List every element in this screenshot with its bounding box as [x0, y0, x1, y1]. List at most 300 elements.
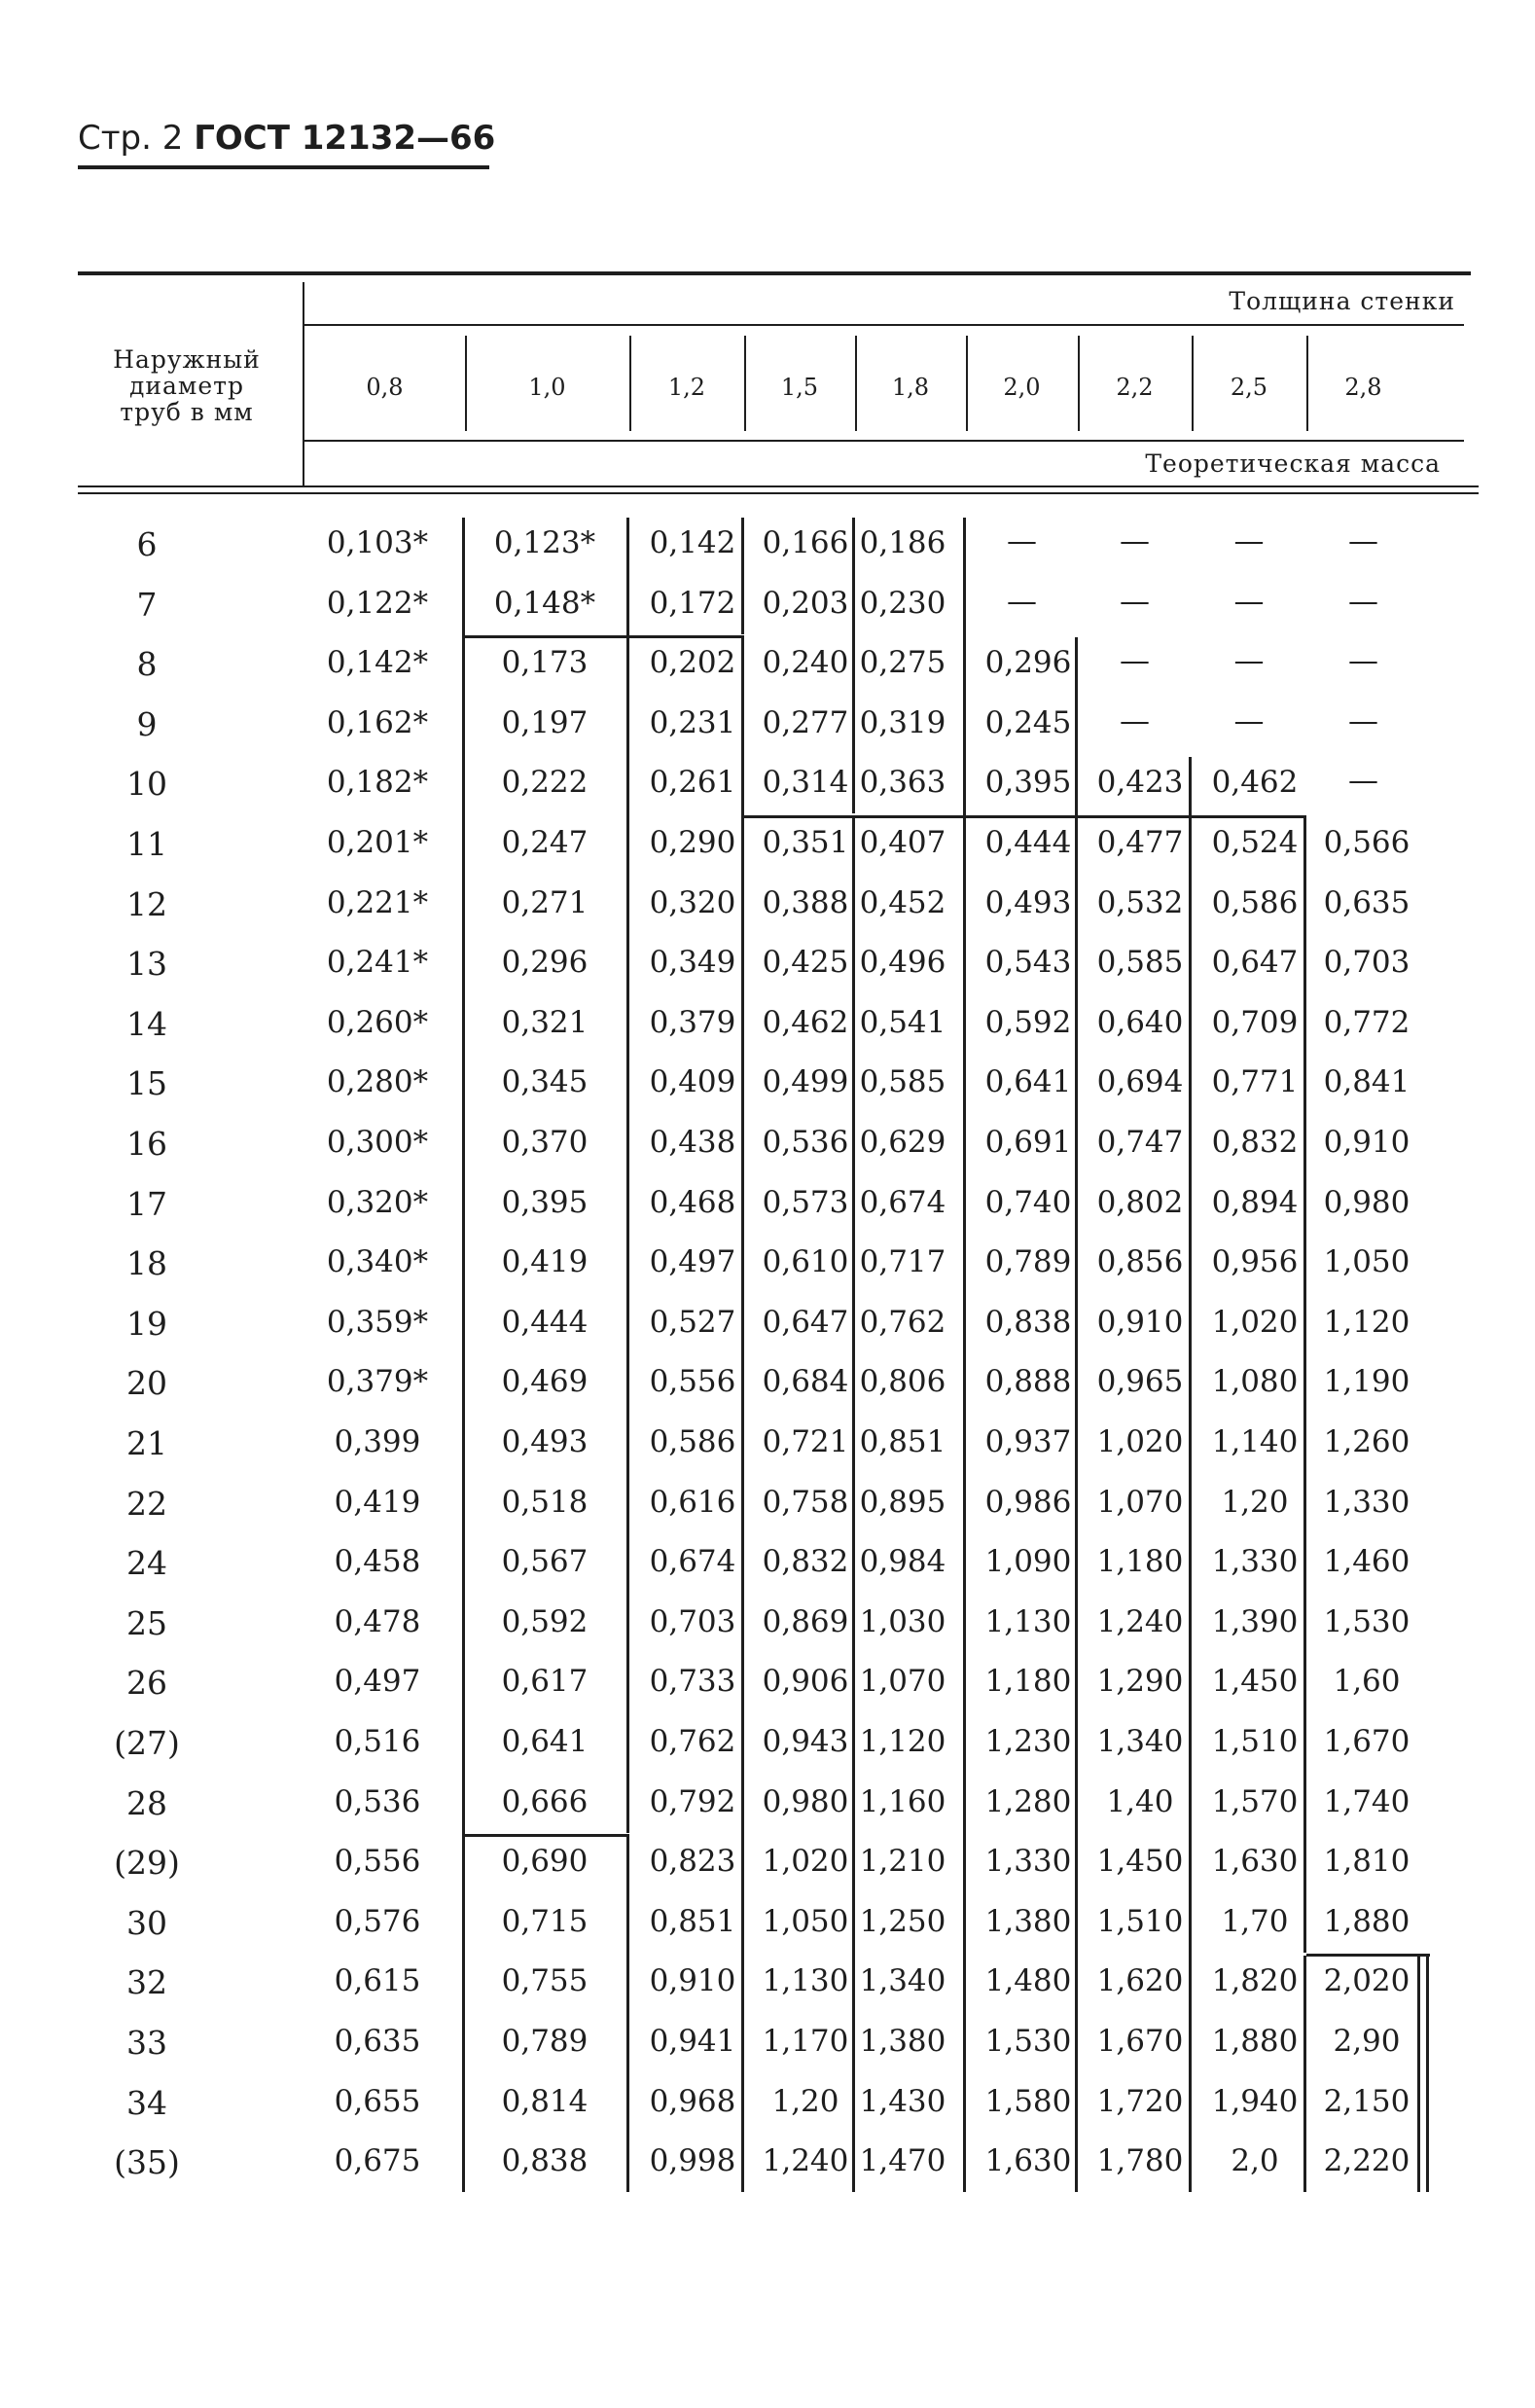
table-top-rule [78, 271, 1471, 275]
cell-value: 0,300* [326, 1125, 429, 1160]
cell-value: 0,296 [984, 645, 1072, 681]
cell-value: 0,321 [501, 1004, 589, 1040]
cell-value: 0,629 [859, 1125, 946, 1160]
stub-header [70, 346, 303, 425]
row-diameter: (29) [114, 1844, 180, 1883]
row-diameter: 24 [126, 1544, 167, 1583]
staircase-vertical-rule [741, 637, 744, 2192]
cell-value: 1,080 [1211, 1364, 1299, 1400]
cell-value: 1,170 [762, 2024, 849, 2059]
cell-value: 0,968 [649, 2083, 736, 2119]
cell-value: 1,470 [859, 2143, 946, 2179]
cell-value: 0,556 [649, 1364, 736, 1400]
cell-value: 1,190 [1323, 1364, 1410, 1400]
cell-value: 1,090 [984, 1544, 1072, 1580]
cell-value: 0,717 [859, 1244, 946, 1280]
cell-value: 1,020 [762, 1844, 849, 1880]
cell-value: 1,130 [762, 1963, 849, 1999]
cell-value: 1,70 [1221, 1903, 1289, 1939]
cell-value: 1,070 [1096, 1484, 1184, 1520]
row-diameter: (27) [114, 1724, 180, 1762]
cell-dash: — [1348, 763, 1378, 799]
cell-value: 0,998 [649, 2143, 736, 2179]
row-diameter: 21 [126, 1424, 167, 1462]
cell-value: 0,838 [984, 1304, 1072, 1340]
staircase-vertical-rule [963, 518, 966, 2192]
cell-value: 1,340 [859, 1963, 946, 1999]
cell-value: 0,399 [334, 1424, 421, 1459]
staircase-horizontal-rule [465, 635, 744, 638]
cell-value: 0,789 [501, 2024, 589, 2059]
cell-value: 0,703 [649, 1603, 736, 1639]
cell-value: 1,530 [1323, 1603, 1410, 1639]
cell-value: 1,810 [1323, 1844, 1410, 1880]
row-diameter: 12 [126, 884, 167, 923]
cell-value: 0,518 [501, 1484, 589, 1520]
row-diameter: (35) [114, 2143, 180, 2182]
cell-dash: — [1120, 583, 1150, 619]
cell-value: 0,123* [493, 525, 596, 560]
row-diameter: 18 [126, 1244, 167, 1283]
cell-dash: — [1233, 643, 1265, 679]
cell-value: 1,530 [984, 2024, 1072, 2059]
staircase-vertical-rule [1417, 1956, 1420, 2192]
cell-value: 0,275 [859, 645, 946, 681]
cell-value: 1,050 [1323, 1244, 1410, 1280]
cell-value: 0,516 [334, 1724, 421, 1759]
stub-header-line-2: диаметр [128, 372, 245, 400]
column-header: 1,5 [780, 374, 819, 401]
cell-value: 0,532 [1096, 884, 1184, 920]
cell-value: 0,458 [334, 1544, 421, 1580]
cell-value: 0,771 [1211, 1064, 1299, 1100]
cell-value: 0,543 [984, 945, 1072, 981]
row-diameter: 28 [126, 1783, 167, 1822]
cell-dash: — [1233, 523, 1265, 558]
cell-value: 0,647 [1211, 945, 1299, 981]
row-diameter: 7 [136, 585, 158, 624]
cell-value: 1,20 [1221, 1484, 1289, 1520]
page-number: Стр. 2 [78, 119, 184, 158]
cell-value: 0,419 [334, 1484, 421, 1520]
cell-value: 1,390 [1211, 1603, 1299, 1639]
cell-value: 0,655 [334, 2083, 421, 2119]
cell-value: 1,330 [984, 1844, 1072, 1880]
cell-value: 1,160 [859, 1783, 946, 1819]
cell-value: 0,851 [649, 1903, 736, 1939]
row-diameter: 10 [126, 765, 167, 804]
column-header: 2,0 [1003, 374, 1041, 401]
staircase-horizontal-rule [465, 1834, 629, 1837]
cell-value: 0,320* [326, 1184, 429, 1220]
cell-value: 0,202 [649, 645, 736, 681]
cell-value: 0,986 [984, 1484, 1072, 1520]
staircase-vertical-rule [626, 1836, 629, 2192]
cell-value: 0,910 [1323, 1125, 1410, 1160]
column-header: 1,8 [891, 374, 930, 401]
cell-value: 0,772 [1323, 1004, 1410, 1040]
cell-value: 1,510 [1211, 1724, 1299, 1759]
cell-value: 0,363 [859, 765, 946, 801]
row-diameter: 15 [126, 1064, 167, 1103]
cell-value: 0,444 [501, 1304, 589, 1340]
cell-value: 0,395 [984, 765, 1072, 801]
cell-value: 0,747 [1096, 1125, 1184, 1160]
standard-code: ГОСТ 12132—66 [194, 119, 496, 158]
cell-value: 0,230 [859, 585, 946, 621]
cell-value: 0,762 [649, 1724, 736, 1759]
cell-value: 1,880 [1211, 2024, 1299, 2059]
cell-value: 0,585 [859, 1064, 946, 1100]
cell-dash: — [1233, 583, 1265, 619]
cell-value: 0,536 [762, 1125, 849, 1160]
cell-value: 0,635 [334, 2024, 421, 2059]
cell-value: 1,780 [1096, 2143, 1184, 2179]
cell-value: 0,148* [493, 585, 596, 621]
row-diameter: 26 [126, 1664, 167, 1703]
cell-value: 0,592 [984, 1004, 1072, 1040]
cell-value: 1,260 [1323, 1424, 1410, 1459]
cell-value: 0,201* [326, 825, 429, 860]
row-diameter: 25 [126, 1603, 167, 1642]
cell-value: 1,670 [1096, 2024, 1184, 2059]
cell-value: 0,592 [501, 1603, 589, 1639]
cell-value: 0,493 [984, 884, 1072, 920]
cell-value: 0,888 [984, 1364, 1072, 1400]
cell-value: 0,493 [501, 1424, 589, 1459]
cell-value: 1,240 [1096, 1603, 1184, 1639]
row-diameter: 14 [126, 1004, 167, 1043]
cell-value: 0,980 [1323, 1184, 1410, 1220]
cell-value: 1,450 [1096, 1844, 1184, 1880]
row-diameter: 16 [126, 1125, 167, 1163]
cell-value: 0,379 [649, 1004, 736, 1040]
cell-value: 0,943 [762, 1724, 849, 1759]
cell-value: 0,395 [501, 1184, 589, 1220]
cell-value: 0,173 [501, 645, 589, 681]
cell-value: 1,340 [1096, 1724, 1184, 1759]
cell-value: 0,388 [762, 884, 849, 920]
cell-value: 1,120 [859, 1724, 946, 1759]
cell-value: 0,684 [762, 1364, 849, 1400]
cell-value: 0,280* [326, 1064, 429, 1100]
cell-dash: — [1348, 702, 1378, 738]
cell-value: 0,162* [326, 704, 429, 740]
staircase-vertical-rule [1303, 817, 1306, 1953]
row-diameter: 30 [126, 1903, 167, 1942]
cell-value: 0,277 [762, 704, 849, 740]
cell-value: 0,755 [501, 1963, 589, 1999]
cell-value: 1,740 [1323, 1783, 1410, 1819]
row-diameter: 6 [136, 525, 158, 563]
staircase-horizontal-rule [744, 815, 1306, 818]
cell-value: 0,320 [649, 884, 736, 920]
cell-value: 2,0 [1231, 2143, 1279, 2179]
cell-value: 0,221* [326, 884, 429, 920]
cell-value: 0,452 [859, 884, 946, 920]
cell-value: 1,240 [762, 2143, 849, 2179]
cell-value: 0,186 [859, 525, 946, 560]
page-header [78, 119, 495, 158]
cell-dash: — [1007, 583, 1037, 619]
cell-value: 0,691 [984, 1125, 1072, 1160]
cell-dash: — [1348, 523, 1378, 558]
cell-value: 0,610 [762, 1244, 849, 1280]
cell-value: 0,379* [326, 1364, 429, 1400]
cell-value: 0,527 [649, 1304, 736, 1340]
cell-value: 0,838 [501, 2143, 589, 2179]
cell-value: 0,241* [326, 945, 429, 981]
column-header: 2,5 [1230, 374, 1268, 401]
staircase-vertical-rule [626, 518, 629, 1833]
cell-value: 0,245 [984, 704, 1072, 740]
cell-value: 0,715 [501, 1903, 589, 1939]
cell-value: 0,666 [501, 1783, 589, 1819]
cell-value: 0,789 [984, 1244, 1072, 1280]
cell-value: 1,020 [1096, 1424, 1184, 1459]
cell-value: 0,419 [501, 1244, 589, 1280]
cell-value: 1,070 [859, 1664, 946, 1700]
cell-value: 1,130 [984, 1603, 1072, 1639]
cell-value: 1,570 [1211, 1783, 1299, 1819]
column-header: 1,0 [528, 374, 566, 401]
cell-value: 0,823 [649, 1844, 736, 1880]
cell-value: 1,820 [1211, 1963, 1299, 1999]
row-diameter: 34 [126, 2083, 167, 2122]
row-diameter: 19 [126, 1304, 167, 1343]
staircase-vertical-rule [741, 518, 744, 634]
cell-value: 0,906 [762, 1664, 849, 1700]
cell-value: 0,980 [762, 1783, 849, 1819]
staircase-horizontal-rule [1306, 1954, 1430, 1957]
cell-value: 0,566 [1323, 825, 1410, 860]
cell-value: 1,510 [1096, 1903, 1184, 1939]
row-diameter: 8 [136, 645, 158, 684]
cell-value: 0,674 [649, 1544, 736, 1580]
cell-value: 0,351 [762, 825, 849, 860]
cell-value: 0,260* [326, 1004, 429, 1040]
cell-value: 1,180 [984, 1664, 1072, 1700]
cell-value: 0,271 [501, 884, 589, 920]
row-diameter: 9 [136, 704, 158, 743]
cell-value: 1,330 [1211, 1544, 1299, 1580]
cell-value: 0,941 [649, 2024, 736, 2059]
cell-dash: — [1007, 523, 1037, 558]
cell-value: 1,120 [1323, 1304, 1410, 1340]
cell-value: 1,210 [859, 1844, 946, 1880]
cell-value: 0,576 [334, 1903, 421, 1939]
cell-value: 0,674 [859, 1184, 946, 1220]
cell-value: 1,630 [1211, 1844, 1299, 1880]
cell-value: 0,937 [984, 1424, 1072, 1459]
cell-value: 0,182* [326, 765, 429, 801]
cell-value: 1,480 [984, 1963, 1072, 1999]
cell-value: 1,20 [771, 2083, 839, 2119]
cell-value: 1,40 [1106, 1783, 1174, 1819]
cell-value: 0,984 [859, 1544, 946, 1580]
cell-dash: — [1233, 702, 1265, 738]
cell-value: 0,314 [762, 765, 849, 801]
cell-value: 0,851 [859, 1424, 946, 1459]
column-header: 0,8 [366, 374, 404, 401]
thickness-rule [304, 324, 1464, 326]
cell-value: 0,616 [649, 1484, 736, 1520]
cell-value: 0,910 [649, 1963, 736, 1999]
cell-value: 0,359* [326, 1304, 429, 1340]
cell-value: 0,814 [501, 2083, 589, 2119]
cell-value: 0,172 [649, 585, 736, 621]
cell-value: 0,802 [1096, 1184, 1184, 1220]
cell-value: 0,407 [859, 825, 946, 860]
cell-value: 0,895 [859, 1484, 946, 1520]
cell-value: 0,497 [334, 1664, 421, 1700]
cell-dash: — [1120, 643, 1150, 679]
cell-value: 1,020 [1211, 1304, 1299, 1340]
cell-value: 0,832 [1211, 1125, 1299, 1160]
cell-value: 1,430 [859, 2083, 946, 2119]
cell-value: 2,020 [1323, 1963, 1410, 1999]
cell-value: 1,280 [984, 1783, 1072, 1819]
row-diameter: 22 [126, 1484, 167, 1523]
cell-value: 0,640 [1096, 1004, 1184, 1040]
stub-header-line-3: труб в мм [120, 398, 254, 426]
cell-value: 0,869 [762, 1603, 849, 1639]
cell-value: 0,721 [762, 1424, 849, 1459]
cell-value: 1,290 [1096, 1664, 1184, 1700]
cell-value: 0,319 [859, 704, 946, 740]
staircase-vertical-rule [852, 518, 855, 813]
row-diameter: 32 [126, 1963, 167, 2002]
cell-value: 0,694 [1096, 1064, 1184, 1100]
staircase-vertical-rule [462, 518, 465, 2192]
row-diameter: 33 [126, 2024, 167, 2062]
cell-value: 1,250 [859, 1903, 946, 1939]
cell-value: 0,541 [859, 1004, 946, 1040]
cell-value: 1,030 [859, 1603, 946, 1639]
cell-value: 0,792 [649, 1783, 736, 1819]
cell-value: 0,556 [334, 1844, 421, 1880]
cell-value: 0,499 [762, 1064, 849, 1100]
cell-dash: — [1120, 702, 1150, 738]
cell-value: 1,230 [984, 1724, 1072, 1759]
cell-value: 0,469 [501, 1364, 589, 1400]
cell-value: 0,910 [1096, 1304, 1184, 1340]
row-diameter: 11 [126, 825, 167, 863]
staircase-vertical-rule [1189, 757, 1192, 2192]
cell-value: 0,894 [1211, 1184, 1299, 1220]
cell-value: 1,940 [1211, 2083, 1299, 2119]
cell-value: 2,150 [1323, 2083, 1410, 2119]
row-diameter: 20 [126, 1364, 167, 1403]
cell-value: 1,880 [1323, 1903, 1410, 1939]
cell-value: 0,261 [649, 765, 736, 801]
cell-value: 0,703 [1323, 945, 1410, 981]
cell-value: 1,670 [1323, 1724, 1410, 1759]
cell-value: 1,330 [1323, 1484, 1410, 1520]
cell-value: 1,720 [1096, 2083, 1184, 2119]
cell-value: 0,709 [1211, 1004, 1299, 1040]
cell-value: 0,425 [762, 945, 849, 981]
wall-thickness-label: Толщина стенки [1229, 287, 1455, 315]
cell-value: 0,166 [762, 525, 849, 560]
cell-value: 0,965 [1096, 1364, 1184, 1400]
cell-value: 0,438 [649, 1125, 736, 1160]
column-header: 2,2 [1116, 374, 1154, 401]
stub-header-line-1: Наружный [113, 345, 261, 374]
cell-value: 0,497 [649, 1244, 736, 1280]
cell-value: 0,690 [501, 1844, 589, 1880]
cell-value: 0,585 [1096, 945, 1184, 981]
cell-value: 0,222 [501, 765, 589, 801]
header-bottom-rule-2 [78, 492, 1479, 494]
cell-value: 0,340* [326, 1244, 429, 1280]
cell-value: 0,832 [762, 1544, 849, 1580]
cell-value: 1,050 [762, 1903, 849, 1939]
header-rule [78, 165, 489, 169]
cell-value: 0,567 [501, 1544, 589, 1580]
cell-value: 1,180 [1096, 1544, 1184, 1580]
cell-value: 0,142* [326, 645, 429, 681]
cell-value: 0,740 [984, 1184, 1072, 1220]
cell-value: 0,290 [649, 825, 736, 860]
cell-value: 0,956 [1211, 1244, 1299, 1280]
cell-value: 0,103* [326, 525, 429, 560]
row-diameter: 17 [126, 1184, 167, 1223]
cell-value: 0,240 [762, 645, 849, 681]
cell-value: 0,203 [762, 585, 849, 621]
cell-value: 2,220 [1323, 2143, 1410, 2179]
cell-value: 0,641 [501, 1724, 589, 1759]
staircase-vertical-rule [1303, 1956, 1306, 2192]
cell-value: 0,586 [1211, 884, 1299, 920]
header-bottom-rule-1 [78, 485, 1479, 487]
cell-value: 0,477 [1096, 825, 1184, 860]
cell-value: 0,615 [334, 1963, 421, 1999]
cell-value: 2,90 [1333, 2024, 1401, 2059]
cell-value: 0,231 [649, 704, 736, 740]
cell-value: 0,349 [649, 945, 736, 981]
cell-value: 0,758 [762, 1484, 849, 1520]
cell-value: 1,580 [984, 2083, 1072, 2119]
cell-value: 0,617 [501, 1664, 589, 1700]
cell-value: 0,409 [649, 1064, 736, 1100]
row-diameter: 13 [126, 945, 167, 984]
cell-value: 1,60 [1333, 1664, 1401, 1700]
cell-value: 0,524 [1211, 825, 1299, 860]
cell-value: 0,197 [501, 704, 589, 740]
cell-value: 0,478 [334, 1603, 421, 1639]
cell-value: 0,122* [326, 585, 429, 621]
staircase-vertical-rule [1075, 637, 1078, 2192]
cell-value: 0,296 [501, 945, 589, 981]
cell-dash: — [1348, 643, 1378, 679]
cell-value: 0,762 [859, 1304, 946, 1340]
cell-value: 0,841 [1323, 1064, 1410, 1100]
cell-value: 0,496 [859, 945, 946, 981]
cell-value: 0,733 [649, 1664, 736, 1700]
column-header: 2,8 [1344, 374, 1382, 401]
cell-value: 0,856 [1096, 1244, 1184, 1280]
cell-value: 0,647 [762, 1304, 849, 1340]
cell-value: 0,468 [649, 1184, 736, 1220]
cell-value: 0,573 [762, 1184, 849, 1220]
cell-value: 0,444 [984, 825, 1072, 860]
cell-value: 0,370 [501, 1125, 589, 1160]
cell-value: 1,630 [984, 2143, 1072, 2179]
cell-value: 0,142 [649, 525, 736, 560]
cell-value: 1,140 [1211, 1424, 1299, 1459]
cell-value: 0,635 [1323, 884, 1410, 920]
